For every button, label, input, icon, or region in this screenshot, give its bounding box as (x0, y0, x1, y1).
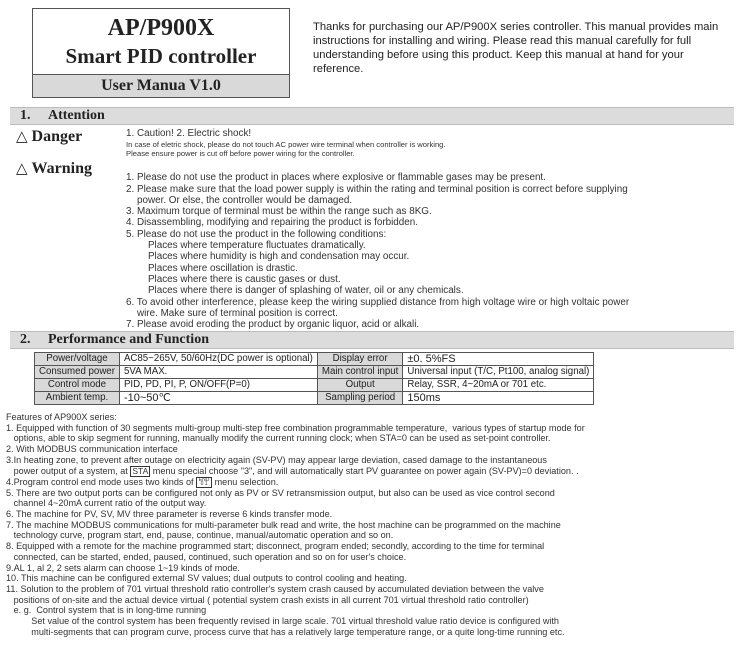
feature-line: 4.Program control end mode uses two kinds of END 0 1 menu selection. (6, 476, 279, 488)
table-value: 5VA MAX. (119, 366, 317, 379)
feature-line: 2. With MODBUS communication interface (6, 444, 178, 455)
product-title: AP/P900X (107, 15, 215, 41)
danger-label: △ Danger (16, 128, 83, 145)
warning-triangle-icon: △ (16, 161, 28, 177)
table-label: Consumed power (35, 366, 120, 379)
warning-item: Places where oscillation is drastic. (126, 262, 298, 274)
table-label: Main control input (317, 366, 402, 379)
table-label: Display error (317, 353, 402, 366)
feature-line: power output of a system, at STA menu special choose "3", and will automatically start PV guarantee on power again (SV-PV)=0 deviation. . (6, 465, 579, 476)
warning-item: Places where there is caustic gases or dust. (126, 273, 341, 285)
section-header-performance (10, 331, 734, 349)
warning-item: 4. Disassembling, modifying and repairing the product is forbidden. (126, 217, 419, 229)
table-value: ±0. 5%FS (403, 353, 594, 366)
table-value: AC85~265V, 50/60Hz(DC power is optional) (119, 353, 317, 366)
warning-item: 5. Please do not use the product in the following conditions: (126, 228, 387, 240)
warning-item: wire. Make sure of terminal position is correct. (126, 307, 338, 319)
warning-item: 2. Please make sure that the load power supply is within the rating and terminal position is correct before supplying (126, 183, 628, 195)
danger-line: 1. Caution! 2. Electric shock! (126, 128, 252, 139)
danger-note: Please ensure power is cut off before power wiring for the controller. (126, 149, 355, 158)
feature-line: 8. Equipped with a remote for the machine programmed start; disconnect, program ended; secondly, according to the time for terminal (6, 541, 545, 552)
feature-line: Set value of the control system has been frequently revised in large scale. 701 virtual threshold value ratio device is configured with (6, 616, 559, 627)
warning-item: Places where temperature fluctuates dramatically. (126, 240, 366, 252)
features-list (6, 412, 736, 637)
feature-line: e. g. Control system that is in long-time running (6, 605, 207, 616)
feature-line: positions of on-site and the actual device virtual ( potential system crash exists in all current 701 virtual threshold ratio controller) (6, 594, 529, 605)
table-row (35, 379, 594, 392)
table-label: Output (317, 379, 402, 392)
table-value: 150ms (403, 392, 594, 405)
feature-line: 5. There are two output ports can be configured not only as PV or SV retransmission output, but also can be used as vice control second (6, 487, 555, 498)
warning-triangle-icon: △ (16, 129, 28, 145)
warning-item: power. Or else, the controller would be damaged. (126, 194, 353, 206)
warning-item: 6. To avoid other interference, please keep the wiring supplied distance from high voltage wire or high voltaic power (126, 296, 630, 308)
table-row (35, 392, 594, 405)
feature-line: 9.AL 1, al 2, 2 sets alarm can choose 1~19 kinds of mode. (6, 562, 240, 573)
section-number: 2. (20, 332, 31, 347)
end-mode-icon: END 0 1 (196, 477, 212, 488)
feature-line: multi-segments that can program curve, process curve that has a relatively large temperature range, or a quite long-time running etc. (6, 626, 565, 637)
table-label: Ambient temp. (35, 392, 120, 405)
feature-line: connected, can be started, ended, paused, continued, such operation and so on for user's choice. (6, 551, 407, 562)
feature-line: 11. Solution to the problem of 701 virtual threshold ratio controller's system crash caused by accumulated deviation between the valve (6, 583, 544, 594)
warning-item: 7. Please avoid eroding the product by organic liquor, acid or alkali. (126, 319, 420, 331)
feature-line: options, able to skip segment for running, manually modify the current running clock; when STA=0 can be used as set-point controller. (6, 433, 551, 444)
table-row (35, 366, 594, 379)
warning-item: Places where there is danger of splashing of water, oil or any chemicals. (126, 285, 464, 297)
table-row (35, 353, 594, 366)
feature-line: 6. The machine for PV, SV, MV three parameter is reverse 6 kinds transfer mode. (6, 509, 333, 520)
warning-label: △ Warning (16, 160, 93, 177)
intro-paragraph: Thanks for purchasing our AP/P900X series controller. This manual provides main instructions for installing and wiring. Please read this manual carefully for full understanding before using this product. Keep this manual at hand for your reference. (313, 21, 719, 75)
feature-line: 10. This machine can be configured external SV values; dual outputs to control cooling and heating. (6, 573, 407, 584)
table-label: Control mode (35, 379, 120, 392)
section-header-attention (10, 107, 734, 125)
danger-note: In case of eletric shock, please do not touch AC power wire terminal when controller is working. (126, 140, 446, 149)
product-subtitle: Smart PID controller (65, 44, 257, 68)
section-number: 1. (20, 108, 31, 123)
table-label: Power/voltage (35, 353, 120, 366)
section-title: Performance and Function (48, 332, 209, 347)
warning-item: Places where humidity is high and condensation may occur. (126, 251, 410, 263)
warning-item: 1. Please do not use the product in places where explosive or flammable gases may be present. (126, 172, 546, 184)
sta-menu-box: STA (132, 465, 149, 476)
feature-line: technology curve, program start, end, pause, continue, manual/automatic operation and so on. (6, 530, 394, 541)
warning-list (126, 161, 629, 342)
feature-line: 1. Equipped with function of 30 segments multi-group multi-step free combination programmable temperature, various types of startup mode for (6, 422, 585, 433)
table-value: -10~50℃ (119, 392, 317, 405)
title-box (32, 8, 290, 98)
table-value: Relay, SSR, 4~20mA or 701 etc. (403, 379, 594, 392)
table-value: PID, PD, PI, P, ON/OFF(P=0) (119, 379, 317, 392)
table-label: Sampling period (317, 392, 402, 405)
feature-line: 3.In heating zone, to prevent after outage on electricity again (SV-PV) may appear large deviation, cased damage to the instantaneous (6, 454, 547, 465)
section-title: Attention (48, 108, 105, 123)
features-title: Features of AP900X series: (6, 412, 117, 422)
warning-item: 3. Maximum torque of terminal must be within the range such as 8KG. (126, 206, 432, 218)
performance-table (34, 352, 594, 405)
table-value: Universal input (T/C, Pt100, analog signal) (403, 366, 594, 379)
feature-line: channel 4~20mA current ratio of the output way. (6, 498, 207, 509)
manual-version: User Manua V1.0 (33, 74, 289, 97)
feature-line: 7. The machine MODBUS communications for multi-parameter bulk read and write, the host machine can be programmed on the machine (6, 519, 561, 530)
